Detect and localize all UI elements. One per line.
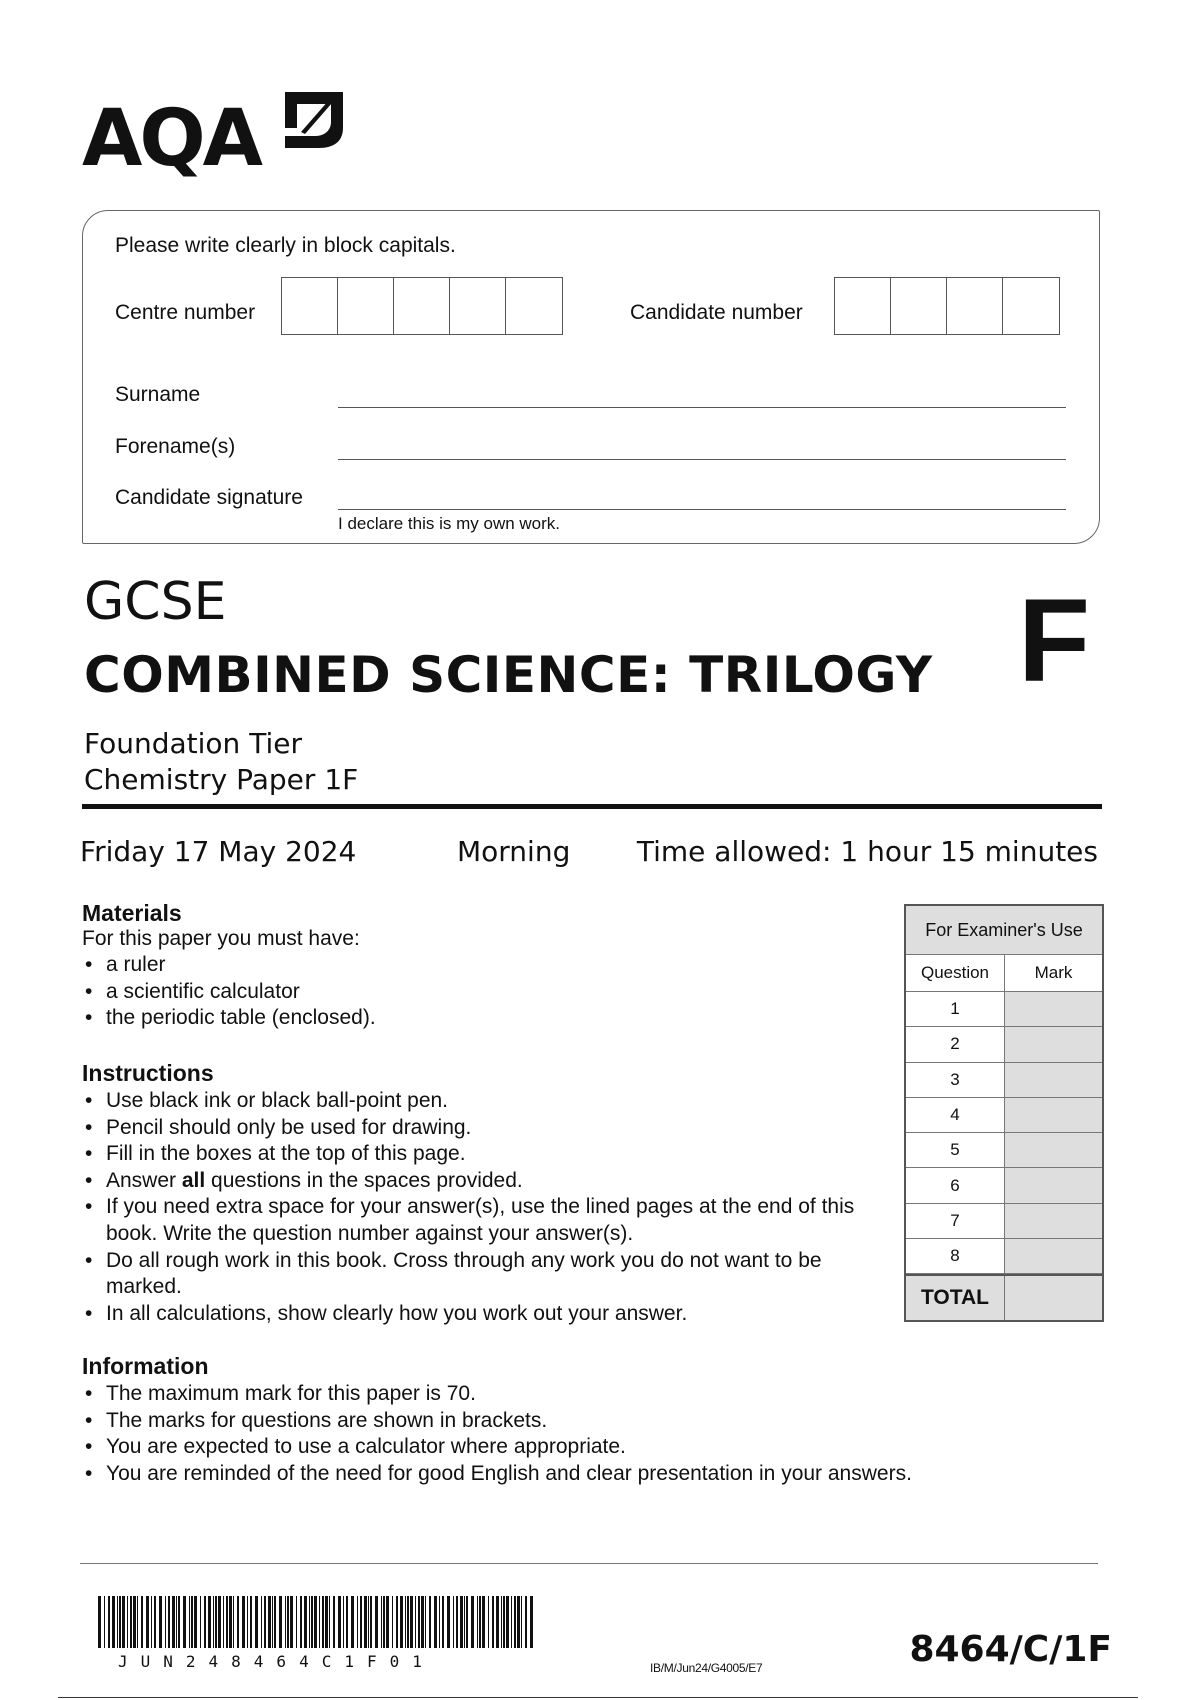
barcode-bar <box>279 1596 282 1648</box>
table-row <box>906 1204 1102 1239</box>
table-row <box>906 1133 1102 1168</box>
barcode-bar <box>496 1596 499 1648</box>
barcode-bar <box>517 1596 520 1648</box>
table-row <box>906 992 1102 1027</box>
barcode-bar <box>218 1596 221 1648</box>
centre-number-box[interactable] <box>338 278 394 334</box>
barcode-bar <box>309 1596 310 1648</box>
footer-divider <box>80 1563 1098 1564</box>
barcode-bar <box>112 1596 115 1648</box>
barcode-bar <box>434 1596 437 1648</box>
table-row <box>906 1063 1102 1098</box>
barcode-bar <box>242 1596 245 1648</box>
candidate-number-box[interactable] <box>947 278 1003 334</box>
candidate-number-box[interactable] <box>1003 278 1059 334</box>
question-number: 7 <box>906 1204 1005 1238</box>
barcode-bar <box>453 1596 454 1648</box>
list-item: • You are expected to use a calculator where appropriate. <box>82 1434 1082 1461</box>
barcode-bar <box>492 1596 494 1648</box>
barcode-bar <box>418 1596 420 1648</box>
tier-letter: F <box>1018 575 1091 707</box>
barcode-bar <box>405 1596 406 1648</box>
centre-number-box[interactable] <box>282 278 338 334</box>
exam-date: Friday 17 May 2024 <box>80 835 357 868</box>
title-divider <box>82 804 1102 809</box>
surname-label: Surname <box>115 383 201 406</box>
barcode-bar <box>471 1596 474 1648</box>
examiner-table-title: For Examiner's Use <box>906 906 1102 955</box>
barcode-bar <box>255 1596 258 1648</box>
barcode-bar <box>226 1596 228 1648</box>
materials-heading: Materials <box>82 900 182 926</box>
barcode-bar <box>290 1596 293 1648</box>
barcode-bar <box>200 1596 201 1648</box>
barcode-bar <box>130 1596 132 1648</box>
list-item: • the periodic table (enclosed). <box>82 1005 782 1032</box>
candidate-number-label: Candidate number <box>630 301 803 324</box>
barcode-bar <box>272 1596 273 1648</box>
barcode-bar <box>247 1596 248 1648</box>
question-number: 2 <box>906 1027 1005 1061</box>
list-item: • Answer all questions in the spaces provided. <box>82 1168 882 1195</box>
list-item: • a ruler <box>82 952 782 979</box>
barcode-bar <box>268 1596 271 1648</box>
barcode-bar <box>213 1596 214 1648</box>
centre-number-label: Centre number <box>115 301 256 324</box>
surname-field[interactable] <box>338 407 1066 408</box>
barcode-bar <box>346 1596 348 1648</box>
barcode-bar <box>229 1596 232 1648</box>
barcode-bar <box>122 1596 125 1648</box>
list-item: • Use black ink or black ball-point pen. <box>82 1088 882 1115</box>
materials-intro: For this paper you must have: <box>82 927 360 950</box>
barcode-bar <box>439 1596 440 1648</box>
barcode-bar <box>325 1596 328 1648</box>
question-column-header: Question <box>906 955 1005 991</box>
forename-label: Forename(s) <box>115 435 236 458</box>
aqa-leaf-icon <box>285 92 343 148</box>
barcode-bar <box>447 1596 450 1648</box>
list-item: • The maximum mark for this paper is 70. <box>82 1381 1082 1408</box>
total-row <box>906 1274 1102 1320</box>
barcode-bar <box>396 1596 398 1648</box>
table-header-row <box>906 955 1102 992</box>
declaration-text: I declare this is my own work. <box>338 514 561 533</box>
mark-cell[interactable] <box>1005 1098 1102 1132</box>
barcode-bar <box>415 1596 416 1648</box>
barcode-icon <box>98 1596 536 1648</box>
barcode-bar <box>223 1596 224 1648</box>
barcode-bar <box>357 1596 358 1648</box>
barcode-bar <box>381 1596 382 1648</box>
barcode-bar <box>168 1596 170 1648</box>
qualification-title: GCSE <box>84 572 227 632</box>
barcode-bar <box>525 1596 527 1648</box>
mark-cell[interactable] <box>1005 1027 1102 1061</box>
mark-cell[interactable] <box>1005 1063 1102 1097</box>
question-number: 6 <box>906 1168 1005 1202</box>
candidate-number-box[interactable] <box>835 278 891 334</box>
mark-column-header: Mark <box>1005 955 1102 991</box>
list-item: • a scientific calculator <box>82 979 782 1006</box>
table-row <box>906 1027 1102 1062</box>
barcode-text: JUN248464C1F01 <box>118 1652 435 1671</box>
barcode-bar <box>479 1596 481 1648</box>
barcode-bar <box>333 1596 335 1648</box>
barcode-bar <box>477 1596 478 1648</box>
barcode-bar <box>133 1596 136 1648</box>
barcode-bar <box>410 1596 413 1648</box>
barcode-bar <box>460 1596 463 1648</box>
barcode-bar <box>368 1596 369 1648</box>
exam-session: Morning <box>457 835 571 868</box>
information-heading: Information <box>82 1353 209 1379</box>
barcode-bar <box>204 1596 206 1648</box>
barcode-bar <box>194 1596 197 1648</box>
list-item: • Fill in the boxes at the top of this page. <box>82 1141 882 1168</box>
barcode-bar <box>488 1596 489 1648</box>
barcode-bar <box>176 1596 177 1648</box>
barcode-bar <box>482 1596 485 1648</box>
mark-cell[interactable] <box>1005 1204 1102 1238</box>
barcode-bar <box>400 1596 403 1648</box>
barcode-bar <box>108 1596 110 1648</box>
barcode-bar <box>506 1596 509 1648</box>
centre-number-box[interactable] <box>394 278 450 334</box>
barcode-bar <box>392 1596 393 1648</box>
materials-list <box>82 952 782 1032</box>
barcode-bar <box>183 1596 186 1648</box>
barcode-bar <box>178 1596 180 1648</box>
list-item: • The marks for questions are shown in brackets. <box>82 1408 1082 1435</box>
barcode-bar <box>127 1596 128 1648</box>
examiner-use-table <box>904 904 1104 1322</box>
barcode-bar <box>151 1596 152 1648</box>
tier-title: Foundation Tier <box>84 727 302 760</box>
barcode-bar <box>511 1596 512 1648</box>
signature-label: Candidate signature <box>115 486 303 509</box>
barcode-bar <box>159 1596 162 1648</box>
barcode-bar <box>261 1596 262 1648</box>
paper-title: Chemistry Paper 1F <box>84 763 359 796</box>
barcode-bar <box>296 1596 297 1648</box>
barcode-bar <box>287 1596 289 1648</box>
barcode-bar <box>421 1596 424 1648</box>
information-list <box>82 1381 1082 1487</box>
barcode-bar <box>329 1596 330 1648</box>
question-number: 8 <box>906 1239 1005 1273</box>
barcode-bar <box>172 1596 175 1648</box>
barcode-bar <box>274 1596 276 1648</box>
question-number: 4 <box>906 1098 1005 1132</box>
table-row <box>906 1239 1102 1274</box>
barcode-bar <box>233 1596 234 1648</box>
total-label: TOTAL <box>906 1276 1005 1320</box>
mark-cell[interactable] <box>1005 1168 1102 1202</box>
barcode-bar <box>154 1596 156 1648</box>
barcode-bar <box>215 1596 217 1648</box>
barcode-bar <box>137 1596 138 1648</box>
instructions-heading: Instructions <box>82 1060 214 1086</box>
centre-number-box[interactable] <box>506 278 562 334</box>
barcode-bar <box>466 1596 468 1648</box>
barcode-bar <box>338 1596 341 1648</box>
barcode-bar <box>311 1596 313 1648</box>
barcode-bar <box>250 1596 252 1648</box>
subject-title: COMBINED SCIENCE: TRILOGY <box>84 646 933 704</box>
mark-cell[interactable] <box>1005 992 1102 1026</box>
barcode-bar <box>208 1596 211 1648</box>
barcode-bar <box>530 1596 533 1648</box>
list-item: • You are reminded of the need for good English and clear presentation in your answers. <box>82 1461 1082 1488</box>
barcode-bar <box>104 1596 105 1648</box>
barcode-bar <box>383 1596 385 1648</box>
block-capitals-instruction: Please write clearly in block capitals. <box>115 234 456 257</box>
signature-field[interactable] <box>338 509 1066 510</box>
barcode-bar <box>319 1596 320 1648</box>
question-number: 1 <box>906 992 1005 1026</box>
mark-cell[interactable] <box>1005 1133 1102 1167</box>
centre-number-boxes[interactable] <box>281 277 563 335</box>
total-mark-cell[interactable] <box>1005 1276 1102 1320</box>
list-item: • If you need extra space for your answer(s), use the lined pages at the end of this book. Write the question number against your answer(s). <box>82 1194 882 1247</box>
list-item: • Do all rough work in this book. Cross through any work you do not want to be marked. <box>82 1248 882 1301</box>
barcode-bar <box>117 1596 118 1648</box>
barcode-bar <box>165 1596 166 1648</box>
barcode-bar <box>375 1596 378 1648</box>
barcode-bar <box>343 1596 344 1648</box>
list-item: • Pencil should only be used for drawing. <box>82 1115 882 1142</box>
barcode-bar <box>442 1596 444 1648</box>
barcode-bar <box>119 1596 121 1648</box>
centre-number-box[interactable] <box>450 278 506 334</box>
barcode-bar <box>429 1596 431 1648</box>
barcode-bar <box>514 1596 516 1648</box>
mark-cell[interactable] <box>1005 1239 1102 1273</box>
aqa-logo: AQA <box>82 94 261 184</box>
barcode-bar <box>322 1596 324 1648</box>
table-row <box>906 1168 1102 1203</box>
barcode-bar <box>360 1596 362 1648</box>
barcode-bar <box>314 1596 317 1648</box>
paper-code: 8464/C/1F <box>909 1629 1112 1670</box>
candidate-number-boxes[interactable] <box>834 277 1060 335</box>
barcode-bar <box>503 1596 505 1648</box>
list-item: • In all calculations, show clearly how you work out your answer. <box>82 1301 882 1328</box>
question-number: 3 <box>906 1063 1005 1097</box>
barcode-bar <box>364 1596 367 1648</box>
barcode-bar <box>189 1596 190 1648</box>
page-bottom-rule <box>58 1697 1138 1698</box>
instructions-list <box>82 1088 882 1327</box>
candidate-number-box[interactable] <box>891 278 947 334</box>
barcode-bar <box>351 1596 354 1648</box>
barcode-bar <box>521 1596 522 1648</box>
barcode-bar <box>264 1596 266 1648</box>
barcode-bar <box>407 1596 409 1648</box>
barcode-bar <box>501 1596 502 1648</box>
barcode-bar <box>191 1596 193 1648</box>
barcode-bar <box>300 1596 302 1648</box>
table-row <box>906 1098 1102 1133</box>
barcode-bar <box>464 1596 465 1648</box>
barcode-bar <box>98 1596 101 1648</box>
barcode-bar <box>370 1596 372 1648</box>
barcode-bar <box>141 1596 143 1648</box>
forename-field[interactable] <box>338 459 1066 460</box>
time-allowed: Time allowed: 1 hour 15 minutes <box>636 835 1098 868</box>
barcode-bar <box>386 1596 389 1648</box>
barcode-bar <box>285 1596 286 1648</box>
barcode-bar <box>146 1596 149 1648</box>
document-reference: IB/M/Jun24/G4005/E7 <box>650 1661 763 1675</box>
question-number: 5 <box>906 1133 1005 1167</box>
barcode-bar <box>425 1596 426 1648</box>
barcode-bar <box>304 1596 307 1648</box>
barcode-bar <box>237 1596 239 1648</box>
barcode-bar <box>456 1596 458 1648</box>
